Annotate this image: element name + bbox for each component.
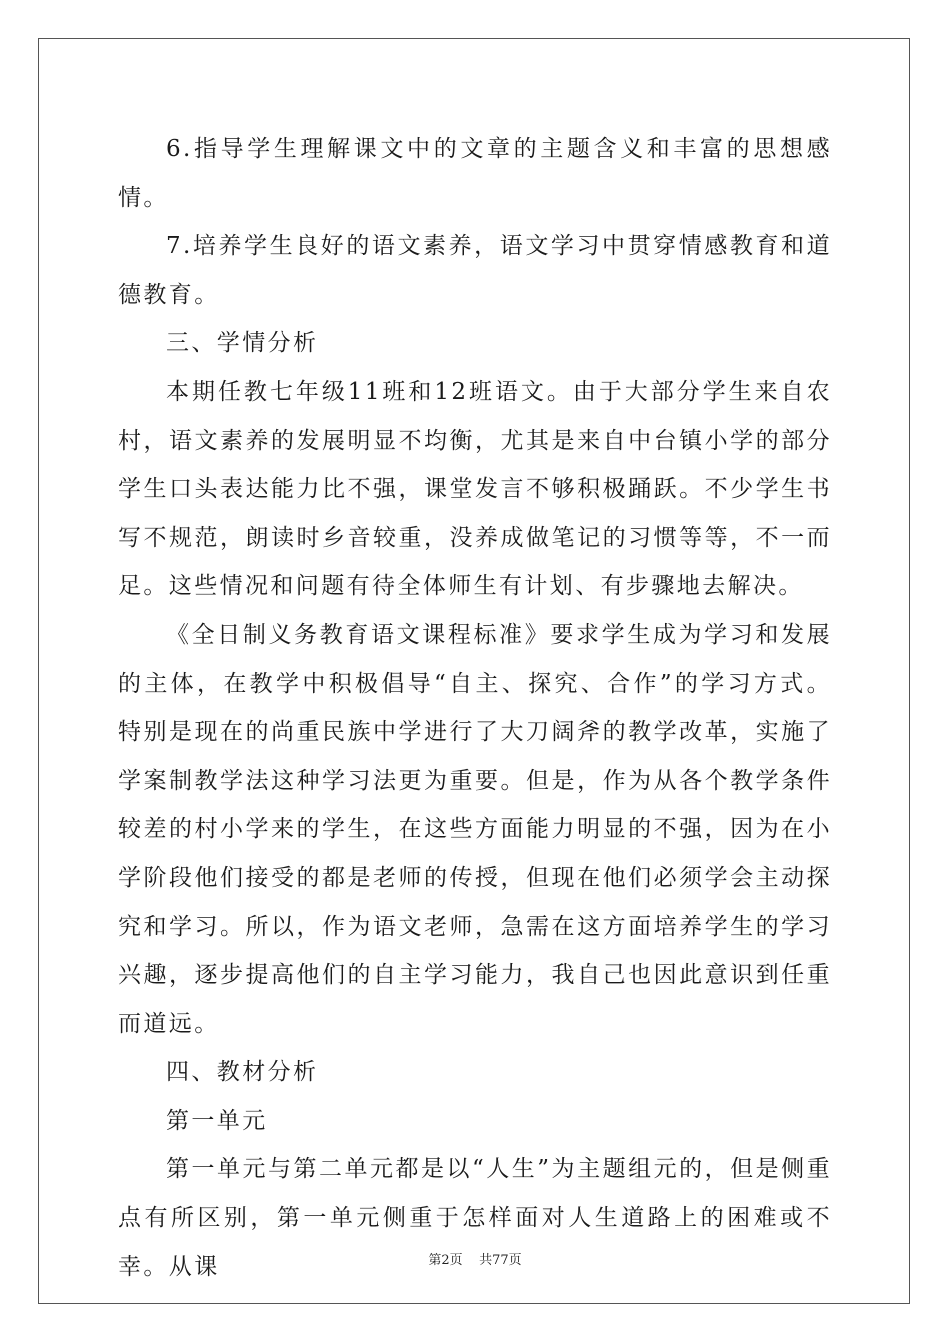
page-footer [0, 1249, 950, 1268]
paragraph-objective-6: 6.指导学生理解课文中的文章的主题含义和丰富的思想感情。 [118, 136, 832, 211]
paragraph-unit-one: 第一单元与第二单元都是以“人生”为主题组元的，但是侧重点有所区别，第一单元侧重于怎样面对人生道路上的困难或不幸。从课 [118, 1156, 832, 1280]
section-heading-learning-analysis: 三、学情分析 [166, 330, 319, 357]
page-number: 第2页 [428, 1253, 463, 1268]
paragraph-class-situation: 本期任教七年级11班和12班语文。由于大部分学生来自农村，语文素养的发展明显不均衡，尤其是来自中台镇小学的部分学生口头表达能力比不强，课堂发言不够积极踊跃。不少学生书写不规范，朗读时乡音较重，没养成做笔记的习惯等等，不一而足。这些情况和问题有待全体师生有计划、有步骤地去解决。 [118, 378, 832, 600]
page-total: 共77页 [479, 1253, 522, 1268]
subheading-unit-one: 第一单元 [166, 1107, 268, 1134]
section-heading-textbook-analysis: 四、教材分析 [166, 1059, 319, 1086]
paragraph-objective-7: 7.培养学生良好的语文素养，语文学习中贯穿情感教育和道德教育。 [118, 233, 832, 308]
document-body [118, 125, 832, 1291]
paragraph-curriculum-standard: 《全日制义务教育语文课程标准》要求学生成为学习和发展的主体，在教学中积极倡导“自主、探究、合作”的学习方式。特别是现在的尚重民族中学进行了大刀阔斧的教学改革，实施了学案制教学法这种学习法更为重要。但是，作为从各个教学条件较差的村小学来的学生，在这些方面能力明显的不强，因为在小学阶段他们接受的都是老师的传授，但现在他们必须学会主动探究和学习。所以，作为语文老师，急需在这方面培养学生的学习兴趣，逐步提高他们的自主学习能力，我自己也因此意识到任重而道远。 [118, 621, 832, 1037]
